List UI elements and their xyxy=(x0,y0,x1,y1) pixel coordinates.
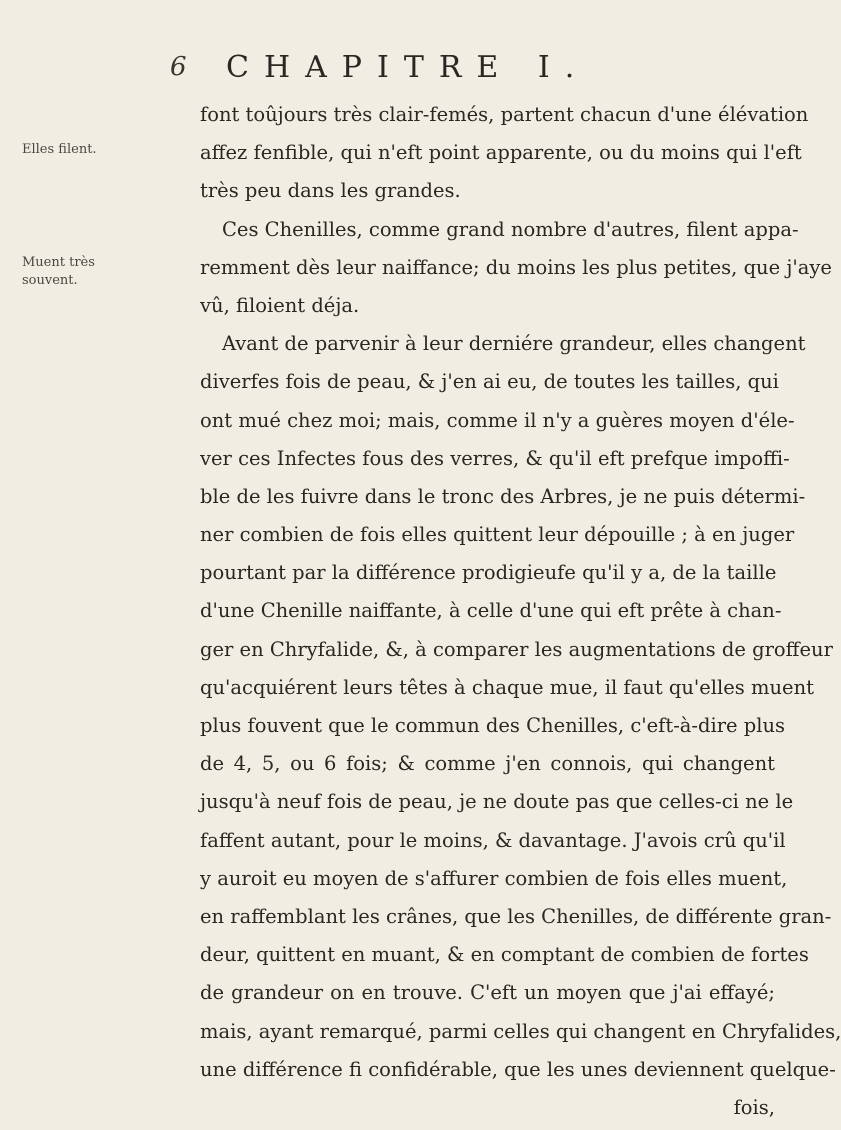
text-line: Ces Chenilles, comme grand nombre d'autres, filent appa- xyxy=(222,217,799,241)
text-line: jusqu'à neuf fois de peau, je ne doute pas que celles-ci ne le xyxy=(200,790,794,814)
text-line: deur, quittent en muant, & en comptant de combien de fortes xyxy=(200,943,809,967)
text-line: remment dès leur naiffance; du moins les plus petites, que j'aye xyxy=(200,255,832,279)
text-line: d'une Chenille naiffante, à celle d'une qui eft prête à chan- xyxy=(200,599,782,623)
page-header xyxy=(170,50,800,90)
text-line: y auroit eu moyen de s'affurer combien de fois elles muent, xyxy=(200,866,788,890)
text-line: vû, filoient déja. xyxy=(200,293,360,317)
page-number: 6 xyxy=(170,52,187,82)
text-line: plus fouvent que le commun des Chenilles, c'eft-à-dire plus xyxy=(200,714,786,737)
text-line: très peu dans les grandes. xyxy=(200,179,461,203)
margin-note-muent-2: souvent. xyxy=(22,273,78,288)
body-text xyxy=(200,96,841,1127)
text-line: Avant de parvenir à leur derniére grandeur, elles changent xyxy=(222,332,806,356)
text-line: affez fenfible, qui n'eft point apparente, ou du moins qui l'eft xyxy=(200,141,802,165)
running-title: CHAPITRE I. xyxy=(226,50,590,85)
text-line: une différence fi confidérable, que les unes deviennent quelque- xyxy=(200,1057,836,1081)
text-line: de grandeur on en trouve. C'eft un moyen que j'ai effayé; xyxy=(200,981,775,1005)
margin-note-filent: Elles filent. xyxy=(22,142,97,157)
margin-note-muent-1: Muent très xyxy=(22,255,95,270)
text-line: ger en Chryfalide, &, à comparer les augmentations de groffeur xyxy=(200,637,833,661)
text-line: ble de les fuivre dans le tronc des Arbres, je ne puis détermi- xyxy=(200,484,806,508)
text-line: ner combien de fois elles quittent leur dépouille ; à en juger xyxy=(200,523,795,547)
text-line: de 4, 5, ou 6 fois; & comme j'en connois, qui changent xyxy=(200,752,775,776)
text-line: ver ces Infectes fous des verres, & qu'il eft prefque impoffi- xyxy=(200,446,790,470)
text-line: faffent autant, pour le moins, & davantage. J'avois crû qu'il xyxy=(200,828,786,852)
text-line: qu'acquiérent leurs têtes à chaque mue, il faut qu'elles muent xyxy=(200,675,814,699)
catchword: fois, xyxy=(733,1095,775,1119)
text-line: font toûjours très clair-femés, partent chacun d'une élévation xyxy=(200,103,809,126)
text-line: en raffemblant les crânes, que les Chenilles, de différente gran- xyxy=(200,904,832,928)
text-line: mais, ayant remarqué, parmi celles qui changent en Chryfalides, xyxy=(200,1019,841,1043)
text-line: pourtant par la différence prodigieufe qu'il y a, de la taille xyxy=(200,561,777,585)
text-line: diverfes fois de peau, & j'en ai eu, de toutes les tailles, qui xyxy=(200,370,779,394)
text-line: ont mué chez moi; mais, comme il n'y a guères moyen d'éle- xyxy=(200,408,795,432)
